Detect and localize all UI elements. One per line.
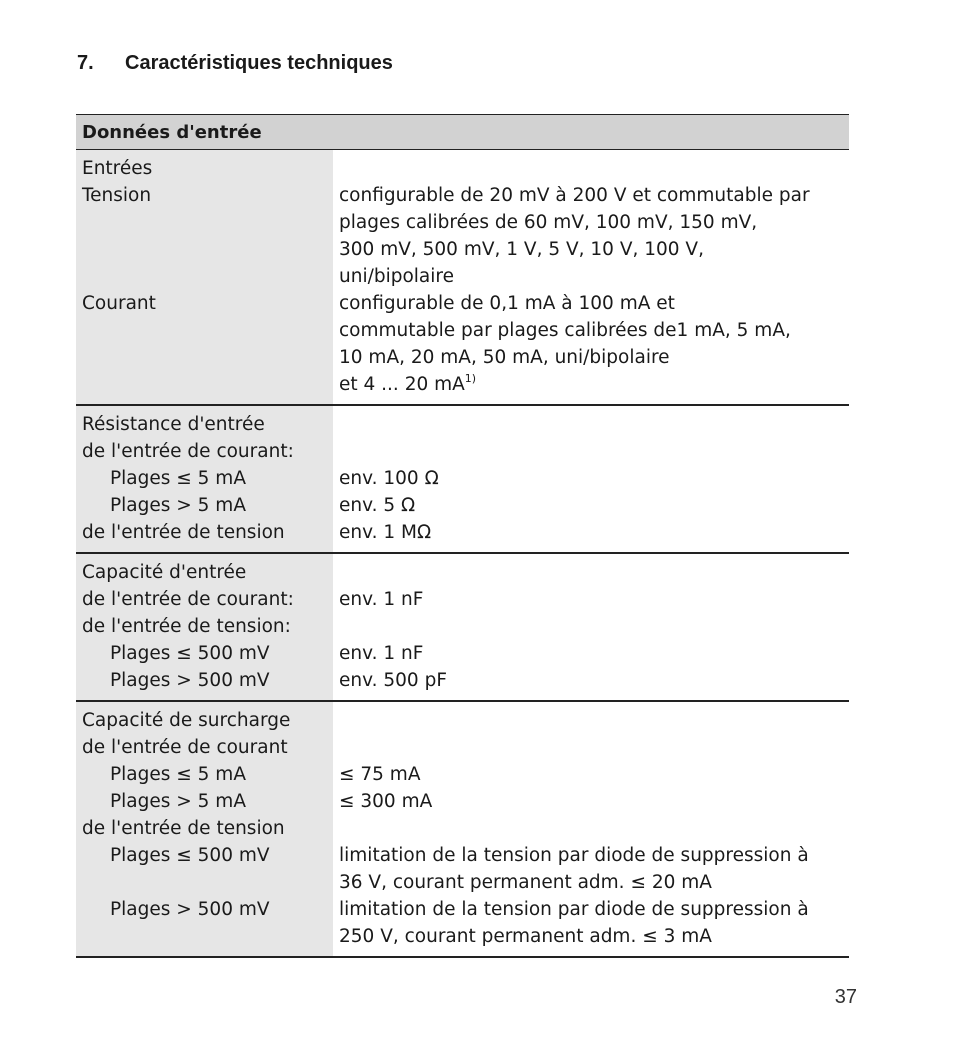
parameter-value [339, 613, 849, 640]
parameter-value [339, 155, 849, 182]
value-column [333, 406, 849, 552]
parameter-value [339, 869, 849, 896]
page-number: 37 [834, 986, 857, 1008]
table-section [76, 554, 849, 702]
parameter-label: de l'entrée de tension [82, 522, 285, 543]
value-text: 250 V, courant permanent adm. ≤ 3 mA [339, 926, 712, 947]
parameter-value [339, 371, 849, 398]
value-column [333, 150, 849, 404]
parameter-value [339, 465, 849, 492]
value-text: limitation de la tension par diode de suppression à [339, 899, 809, 920]
parameter-value [339, 209, 849, 236]
parameter-value [339, 290, 849, 317]
value-text: uni/bipolaire [339, 266, 454, 287]
parameter-label: Plages > 5 mA [110, 791, 246, 812]
parameter-value [339, 438, 849, 465]
parameter-value [339, 815, 849, 842]
parameter-label [82, 869, 333, 896]
parameter-value [339, 842, 849, 869]
parameter-value [339, 559, 849, 586]
parameter-column [76, 150, 333, 404]
section-heading [77, 52, 393, 75]
parameter-label: de l'entrée de courant [82, 737, 288, 758]
value-text: env. 1 nF [339, 589, 424, 610]
parameter-value [339, 923, 849, 950]
value-text: limitation de la tension par diode de suppression à [339, 845, 809, 866]
parameter-label: Plages ≤ 500 mV [110, 845, 270, 866]
parameter-label: Plages > 500 mV [110, 899, 270, 920]
specifications-table [76, 114, 849, 958]
table-body [76, 150, 849, 958]
parameter-value [339, 896, 849, 923]
parameter-label: Tension [82, 185, 152, 206]
parameter-label [82, 923, 333, 950]
parameter-label: Résistance d'entrée [82, 414, 265, 435]
parameter-value [339, 492, 849, 519]
parameter-value [339, 761, 849, 788]
table-section [76, 406, 849, 554]
parameter-value [339, 519, 849, 546]
parameter-label [82, 344, 333, 371]
parameter-column [76, 554, 333, 700]
parameter-value [339, 707, 849, 734]
value-text: plages calibrées de 60 mV, 100 mV, 150 mV, [339, 212, 758, 233]
parameter-label: Capacité d'entrée [82, 562, 247, 583]
parameter-value [339, 236, 849, 263]
section-title: Caractéristiques techniques [125, 52, 393, 74]
value-column [333, 554, 849, 700]
parameter-value [339, 788, 849, 815]
value-text: commutable par plages calibrées de1 mA, 5 mA, [339, 320, 791, 341]
parameter-label [82, 209, 333, 236]
parameter-label: Courant [82, 293, 156, 314]
parameter-label [82, 371, 333, 398]
value-column [333, 702, 849, 956]
parameter-value [339, 411, 849, 438]
parameter-value [339, 586, 849, 613]
value-text: 36 V, courant permanent adm. ≤ 20 mA [339, 872, 712, 893]
parameter-value [339, 667, 849, 694]
table-section [76, 702, 849, 958]
parameter-label: Capacité de surcharge [82, 710, 291, 731]
parameter-label: de l'entrée de courant: [82, 589, 294, 610]
parameter-label: de l'entrée de tension: [82, 616, 291, 637]
section-number: 7. [77, 52, 94, 74]
parameter-label [82, 263, 333, 290]
parameter-label: Plages ≤ 500 mV [110, 643, 270, 664]
value-text: configurable de 20 mV à 200 V et commutable par [339, 185, 810, 206]
value-text: 300 mV, 500 mV, 1 V, 5 V, 10 V, 100 V, [339, 239, 704, 260]
table-section [76, 150, 849, 406]
parameter-label: Plages ≤ 5 mA [110, 764, 246, 785]
value-text: et 4 ... 20 mA [339, 374, 465, 395]
parameter-label: Plages > 500 mV [110, 670, 270, 691]
parameter-label: de l'entrée de courant: [82, 441, 294, 462]
value-text: env. 1 MΩ [339, 522, 432, 543]
value-text: env. 100 Ω [339, 468, 439, 489]
parameter-label: Plages ≤ 5 mA [110, 468, 246, 489]
value-text: env. 500 pF [339, 670, 447, 691]
value-text: 10 mA, 20 mA, 50 mA, uni/bipolaire [339, 347, 670, 368]
parameter-value [339, 734, 849, 761]
value-text: env. 5 Ω [339, 495, 416, 516]
value-text: env. 1 nF [339, 643, 424, 664]
table-header: Données d'entrée [76, 114, 849, 150]
value-text: ≤ 300 mA [339, 791, 433, 812]
value-text: ≤ 75 mA [339, 764, 421, 785]
parameter-column [76, 406, 333, 552]
footnote-marker: 1) [464, 372, 477, 385]
parameter-label: de l'entrée de tension [82, 818, 285, 839]
parameter-value [339, 182, 849, 209]
parameter-value [339, 640, 849, 667]
parameter-value [339, 344, 849, 371]
parameter-value [339, 317, 849, 344]
parameter-label [82, 236, 333, 263]
parameter-label: Plages > 5 mA [110, 495, 246, 516]
value-text: configurable de 0,1 mA à 100 mA et [339, 293, 675, 314]
parameter-column [76, 702, 333, 956]
parameter-label [82, 317, 333, 344]
parameter-value [339, 263, 849, 290]
parameter-label: Entrées [82, 158, 153, 179]
